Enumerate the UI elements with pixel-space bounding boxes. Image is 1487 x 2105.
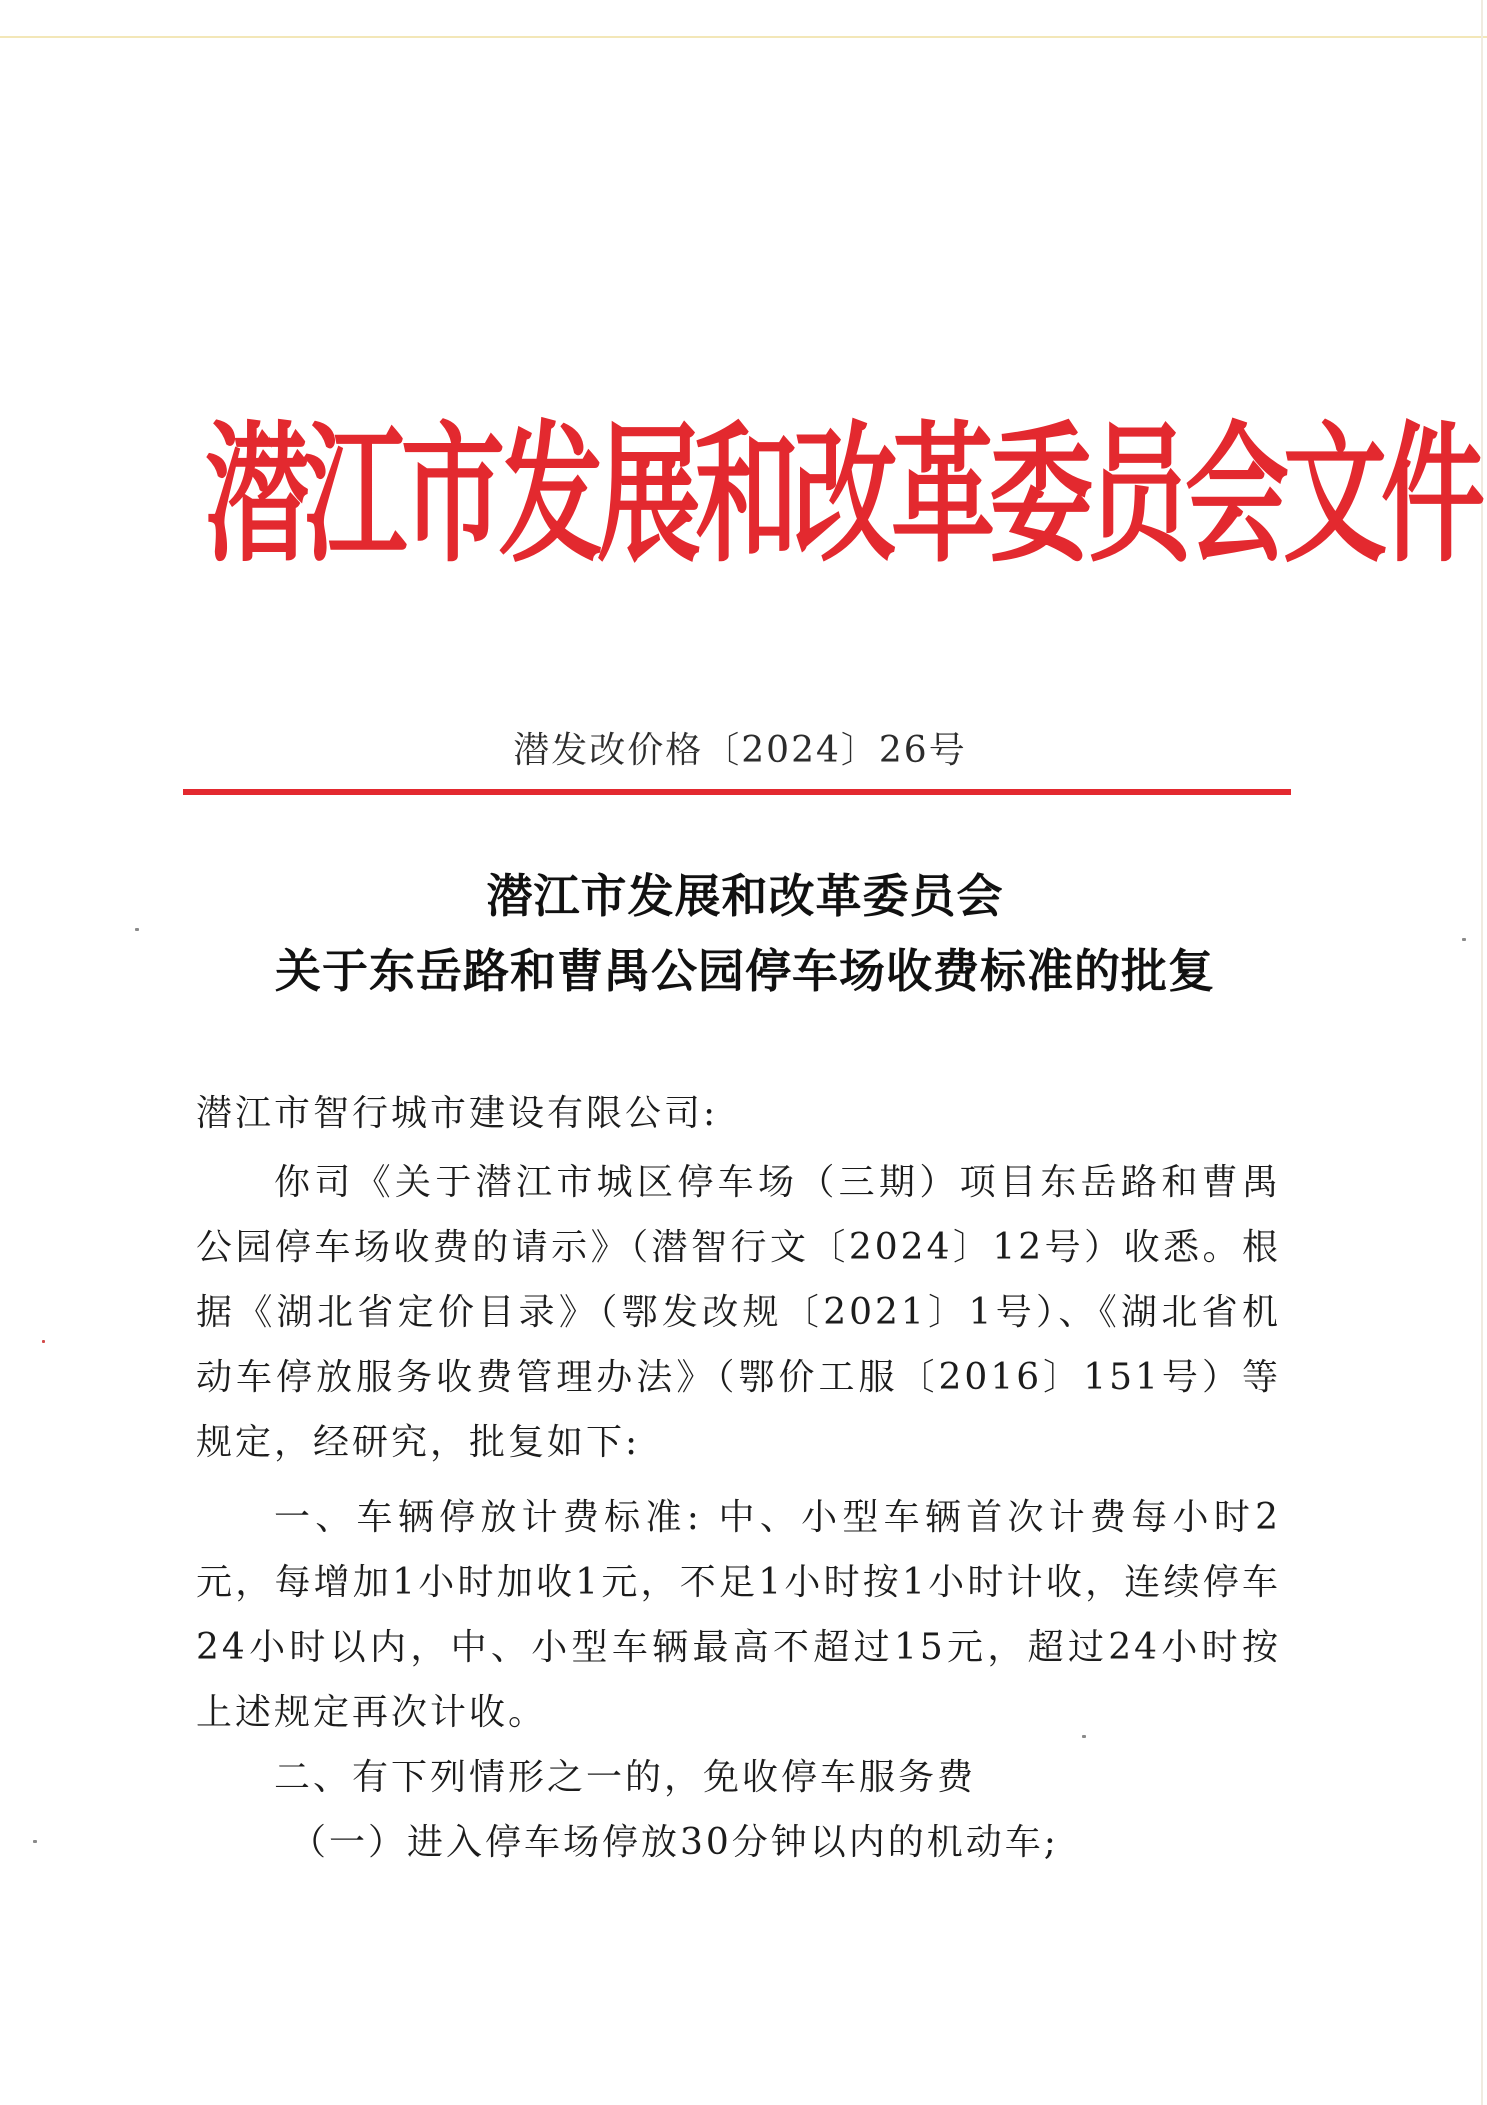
body-paragraph-2: 一、车辆停放计费标准: 中、小型车辆首次计费每小时2元，每增加1小时加收1元，不足1小时按1小时计收，连续停车24小时以内，中、小型车辆最高不超过15元，超过24小时按上述规定再次计收。 [196,1497,1281,1733]
document-number: 潜发改价格〔2024〕26号 [513,730,967,771]
document-title-line2: 关于东岳路和曹禺公园停车场收费标准的批复 [275,944,1215,998]
body-paragraph-3: 二、有下列情形之一的，免收停车服务费 [274,1757,977,1798]
scan-speck [33,1840,37,1843]
scan-speck [135,928,139,931]
salutation: 潜江市智行城市建设有限公司: [196,1093,719,1134]
scan-speck [1462,938,1466,941]
scan-top-edge [0,36,1487,38]
body-paragraph-1: 你司《关于潜江市城区停车场（三期）项目东岳路和曹禺公园停车场收费的请示》（潜智行文〔2024〕12号）收悉。根据《湖北省定价目录》（鄂发改规〔2021〕1号）、《湖北省机动车停放服务收费管理办法》（鄂价工服〔2016〕151号）等规定，经研究，批复如下: [196,1162,1281,1463]
body-paragraph-4: （一）进入停车场停放30分钟以内的机动车; [290,1822,1059,1863]
masthead-title: 潜江市发展和改革委员会文件 [205,405,1480,584]
scan-speck [42,1340,45,1343]
scan-right-edge [1481,0,1483,2105]
scan-speck [1082,1735,1086,1738]
red-divider [183,789,1291,795]
document-title-line1: 潜江市发展和改革委员会 [486,869,1004,923]
